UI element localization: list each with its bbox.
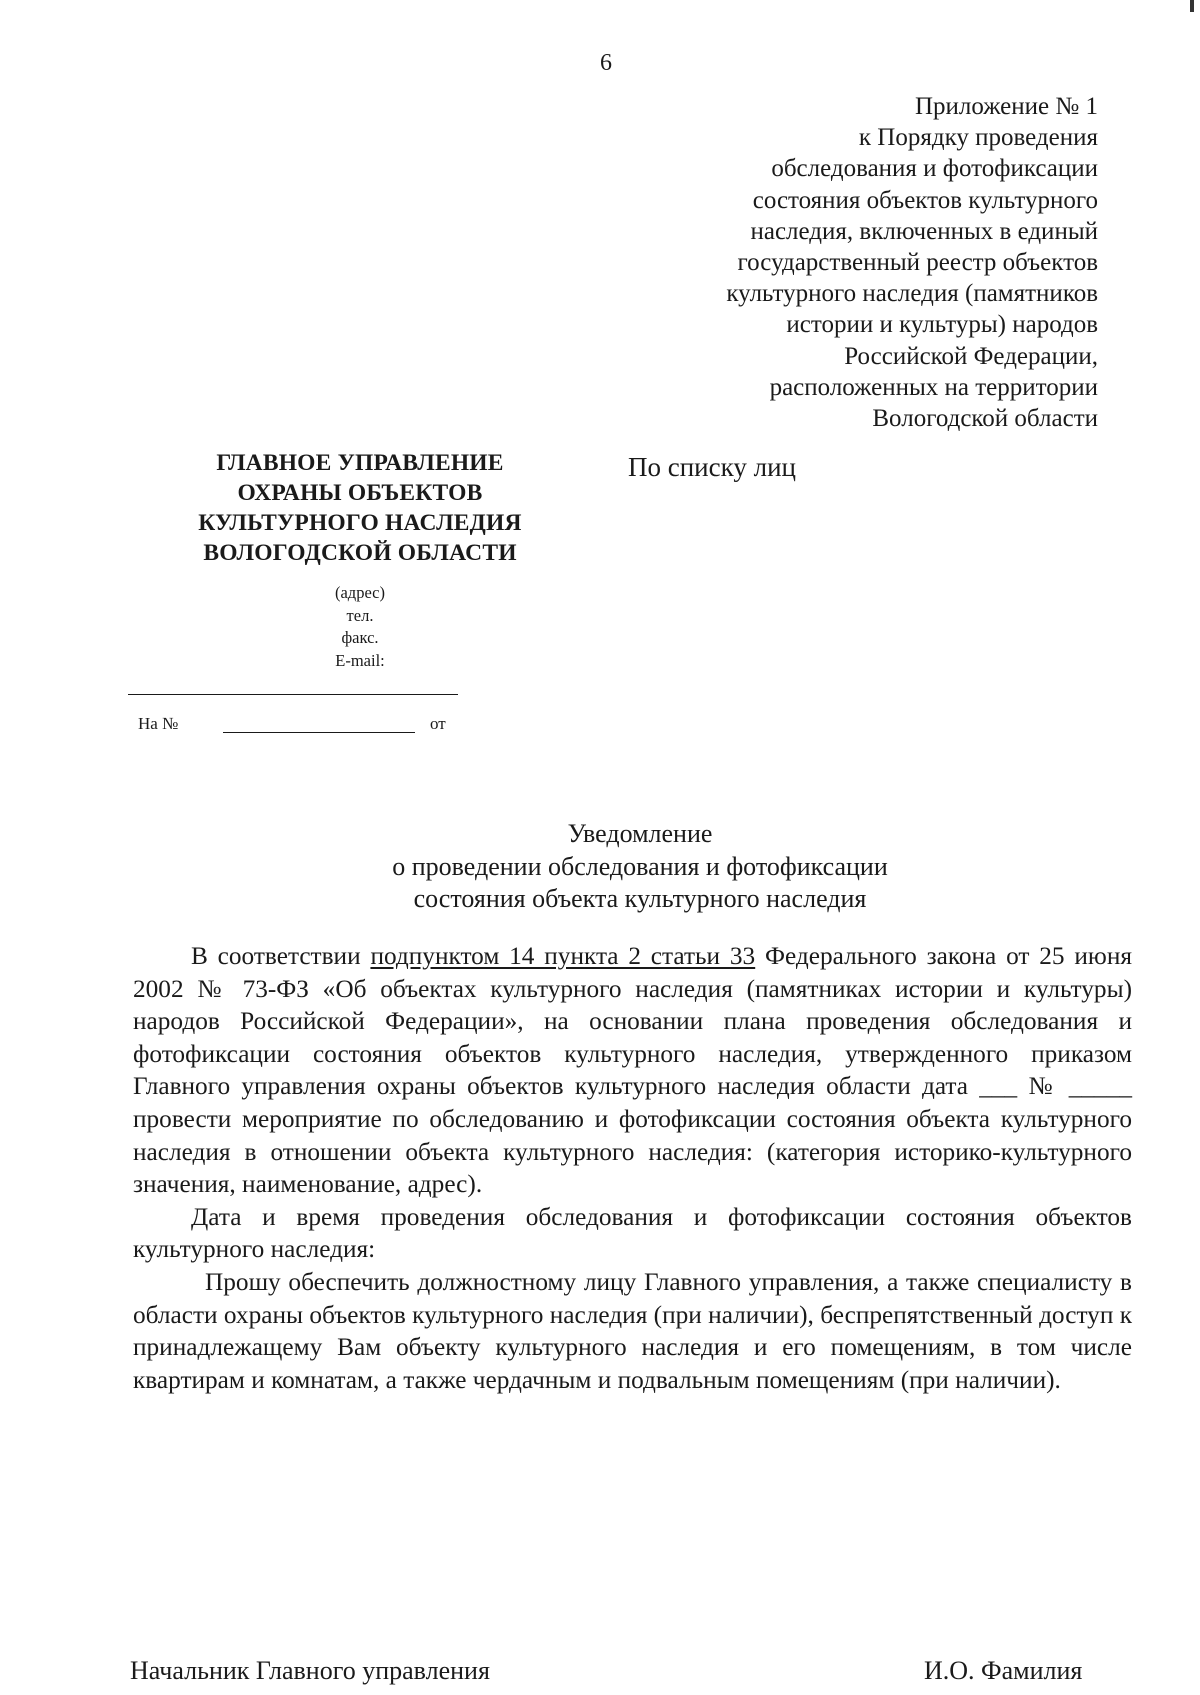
appendix-line: культурного наследия (памятников (726, 280, 1098, 308)
contact-fax: факс. (341, 628, 379, 647)
appendix-header (658, 91, 1098, 434)
appendix-line: наследия, включенных в единый (750, 217, 1098, 245)
organization-line: ВОЛОГОДСКОЙ ОБЛАСТИ (203, 540, 517, 566)
appendix-line: Российской Федерации, (844, 342, 1098, 370)
reference-number-blank (223, 732, 415, 733)
notice-title-line: Уведомление (567, 819, 713, 848)
notice-title (200, 818, 1080, 916)
contact-block (290, 582, 430, 672)
reference-from: от (430, 714, 446, 733)
contact-address: (адрес) (334, 583, 385, 602)
recipient: По списку лиц (628, 452, 796, 482)
appendix-line: расположенных на территории (769, 373, 1098, 401)
appendix-line: Вологодской области (872, 405, 1098, 433)
contact-email: E-mail: (335, 650, 385, 670)
law-reference-link: подпунктом 14 пункта 2 статьи 33 (370, 942, 756, 970)
organization-line: КУЛЬТУРНОГО НАСЛЕДИЯ (198, 510, 522, 536)
divider (128, 694, 458, 695)
body-text: Федерального закона от 25 июня 2002 № 73-ФЗ «Об объектах культурного наследия (памятниках истории и культуры) народов Российской Федерации», на основании плана проведения обследования и фотофиксации состояния объектов культурного наследия, утвержденного приказом Главного управления охраны объектов культурного наследия области дата ___ № _____ провести мероприятие по обследованию и фотофиксации состояния объекта культурного наследия в отношении объекта культурного наследия: (категория историко-культурного значения, наименование, адрес). (133, 942, 1132, 1199)
reference-prefix: На № (138, 714, 179, 733)
appendix-line: Приложение № 1 (914, 93, 1098, 120)
body-paragraph (133, 940, 1132, 1201)
organization-line: ОХРАНЫ ОБЪЕКТОВ (237, 480, 483, 506)
notice-body (133, 940, 1132, 1396)
reference-row (138, 714, 458, 734)
body-paragraph: Прошу обеспечить должностному лицу Главного управления, а также специалисту в области охраны объектов культурного наследия (при наличии), беспрепятственный доступ к принадлежащему Вам объекту культурного наследия и его помещениям, в том числе квартирам и комнатам, а также чердачным и подвальным помещениям (при наличии). (133, 1267, 1132, 1394)
signature-position: Начальник Главного управления (130, 1656, 490, 1685)
organization-line: ГЛАВНОЕ УПРАВЛЕНИЕ (216, 450, 504, 476)
notice-title-line: о проведении обследования и фотофиксации (392, 851, 888, 881)
appendix-line: обследования и фотофиксации (771, 155, 1098, 183)
body-paragraph: Дата и время проведения обследования и фотофиксации состояния объектов культурного наследия: (133, 1202, 1132, 1264)
appendix-line: государственный реестр объектов (737, 249, 1098, 277)
appendix-line: истории и культуры) народов (786, 311, 1098, 339)
appendix-line: состояния объектов культурного (752, 186, 1098, 214)
page-number: 6 (600, 50, 612, 76)
notice-title-line: состояния объекта культурного наследия (413, 884, 867, 913)
appendix-line: к Порядку проведения (858, 124, 1098, 152)
contact-phone: тел. (346, 605, 374, 625)
scan-artifact (1190, 0, 1194, 12)
organization-name (130, 448, 590, 568)
body-text-start: В соответствии (191, 942, 371, 970)
signature-name: И.О. Фамилия (924, 1656, 1083, 1685)
